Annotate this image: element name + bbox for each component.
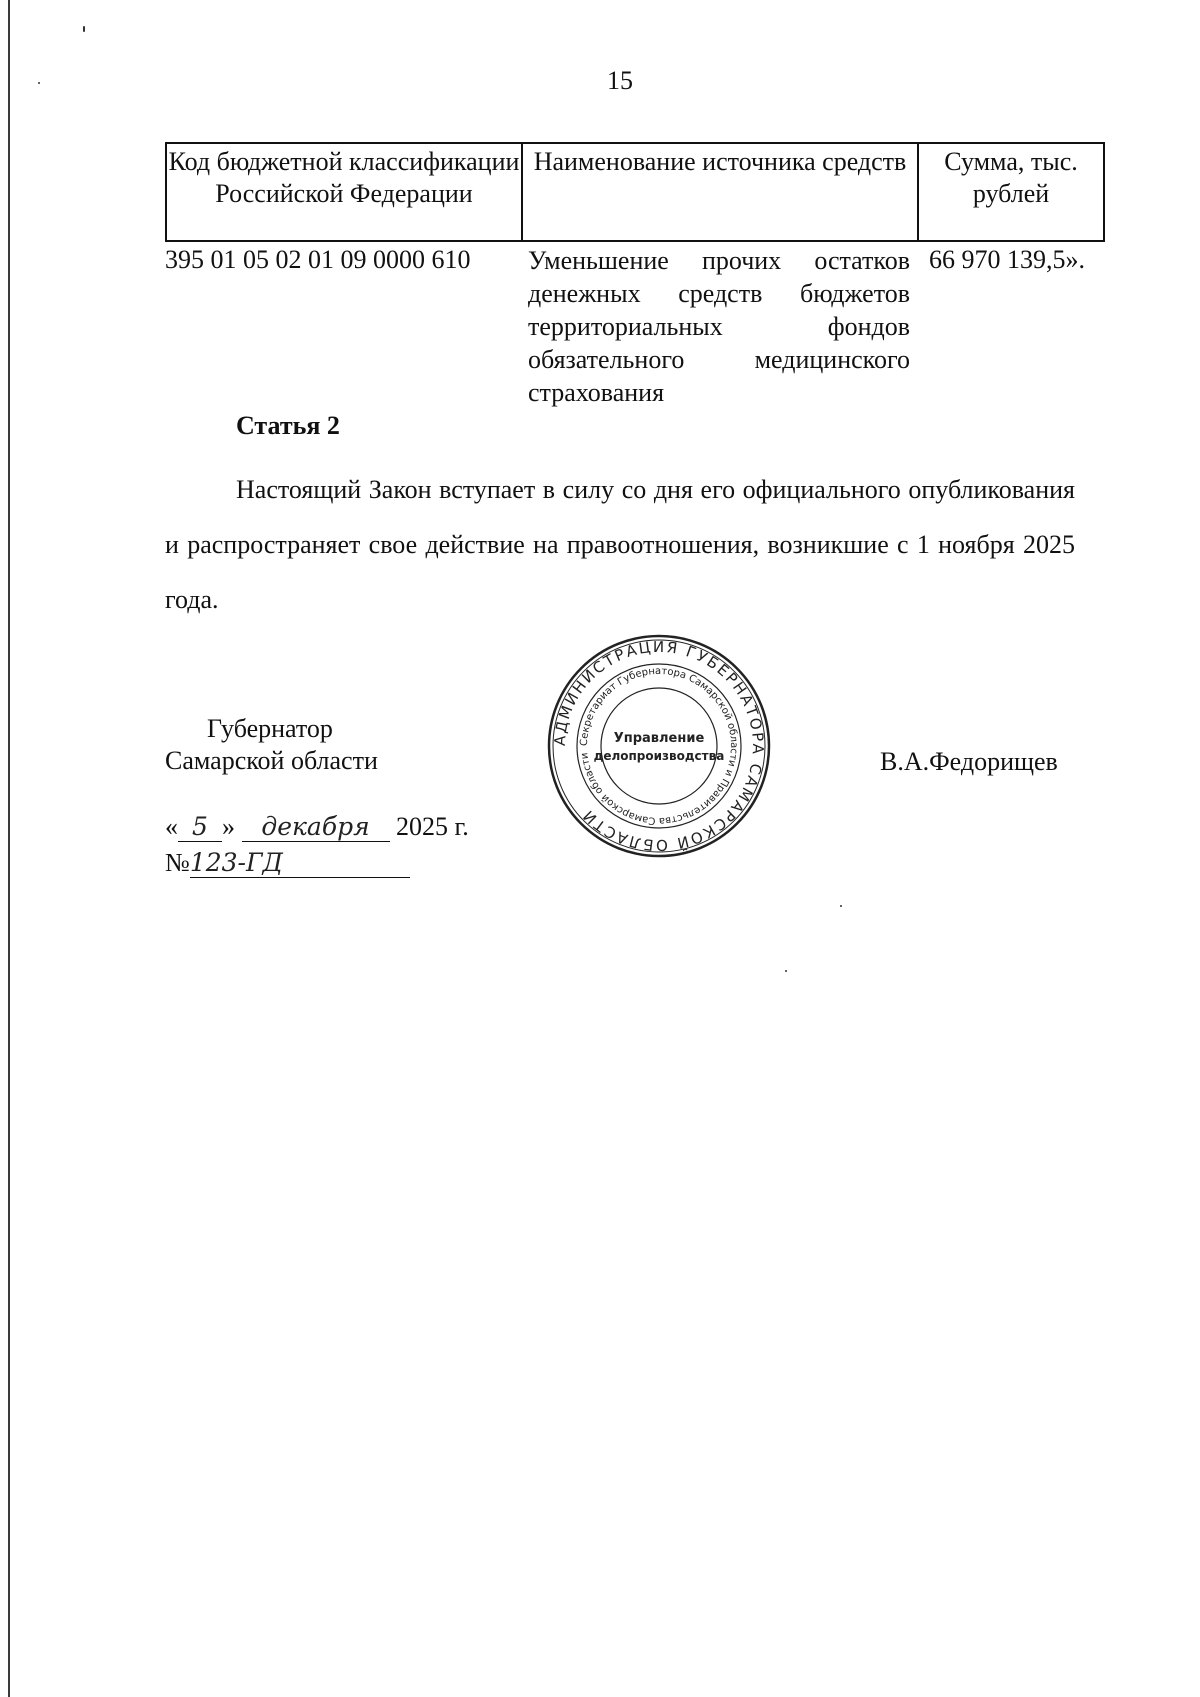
number-value: 123-ГД [190, 849, 410, 878]
article-heading: Статья 2 [236, 411, 340, 440]
scan-speck [38, 82, 40, 84]
amount-cell: 66 970 139,5». [929, 245, 1085, 274]
date-day: 5 [178, 813, 222, 842]
stamp-outer-text: АДМИНИСТРАЦИЯ ГУБЕРНАТОРА САМАРСКОЙ ОБЛАСТИ [550, 637, 768, 855]
stamp-inner-text: Секретариат Губернатора Самарской области и Правительства Самарской области [578, 665, 740, 827]
header-amount: Сумма, тыс. рублей [944, 147, 1078, 208]
table-header-row [165, 142, 1105, 242]
signatory-title-line2: Самарской области [165, 746, 378, 775]
signing-date [165, 812, 469, 842]
signatory-title [165, 713, 378, 777]
stamp-center-line1: Управление [613, 731, 705, 746]
page-number: 15 [607, 66, 633, 95]
date-year: 2025 г. [396, 812, 469, 841]
header-source-name: Наименование источника средств [523, 144, 919, 240]
scan-edge [8, 0, 10, 1697]
table-row [165, 244, 1105, 409]
date-open-quote: « [165, 812, 178, 841]
source-name-cell: Уменьшение прочих остатков денежных средств бюджетов территориальных фондов обязательного медицинского страхования [528, 246, 910, 407]
stamp-center-line2: делопроизводства [593, 749, 725, 763]
budget-code-cell: 395 01 05 02 01 09 0000 610 [165, 245, 471, 274]
scan-speck [840, 905, 842, 907]
budget-source-table [165, 142, 1105, 409]
date-month: декабря [242, 813, 390, 842]
scan-speck [83, 26, 85, 32]
number-prefix: № [165, 848, 190, 877]
article-text: Настоящий Закон вступает в силу со дня его официального опубликования и распространяет свое действие на правоотношения, возникшие с 1 ноября 2025 года. [165, 475, 1075, 614]
signatory-title-line1: Губернатор [207, 714, 333, 743]
scan-speck [785, 970, 787, 972]
header-budget-code: Код бюджетной классификации Российской Федерации [167, 144, 523, 240]
law-number [165, 848, 410, 878]
official-stamp [545, 632, 773, 860]
signatory-name: В.А.Федорищев [880, 747, 1058, 776]
date-close-quote: » [222, 812, 235, 841]
